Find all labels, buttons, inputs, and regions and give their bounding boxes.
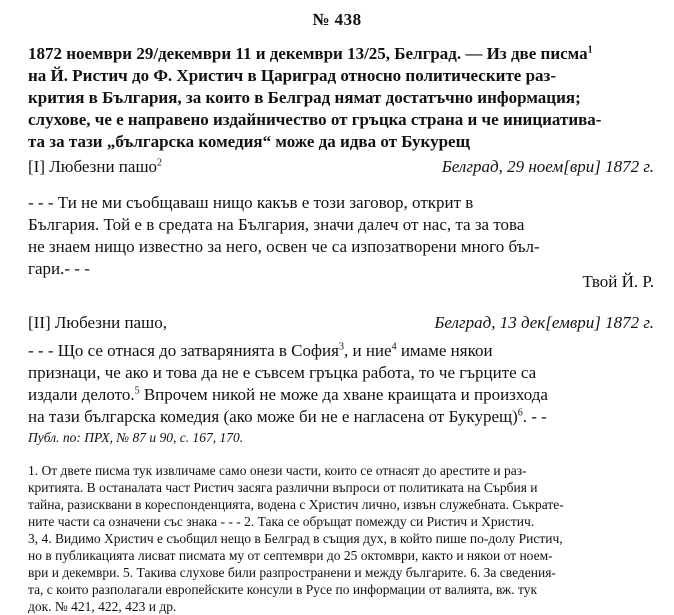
footnote-ref: 4 (391, 341, 397, 353)
letter1-signature: Твой Й. Р. (582, 272, 654, 291)
footnote-line: док. № 421, 422, 423 и др. (28, 599, 177, 614)
heading-line: крития в България, за които в Белград нямат достатъчно информация; (28, 88, 581, 107)
body-line: - - - Що се отнася до затварянията в София$^3$, и ние$^4$ имаме някои (28, 341, 493, 360)
footnote-ref: 3 (338, 341, 344, 353)
body-line: издали делото.$^5$ Впрочем никой не може да хване краищата и произхода (28, 385, 548, 404)
footnote-line: 1. От двете писма тук извличаме само онези части, които се отнасят до арестите и раз- (28, 463, 527, 478)
body-line: България. Той е в средата на България, значи далеч от нас, та за това (28, 215, 525, 234)
document-number: № 438 (312, 10, 362, 29)
body-line: признаци, че ако и това да не е съвсем гръцка работа, то че гърците са (28, 363, 537, 382)
body-line: гари.- - - (28, 259, 90, 278)
heading-line: на Й. Ристич до Ф. Христич в Цариград относно политическите раз- (28, 66, 557, 85)
letter2-salutation: [II] Любезни пашо, (28, 313, 167, 332)
footnote-line: критията. В останалата част Ристич засяга различни въпроси от политиката на Сърбия и (28, 480, 538, 495)
letter1-place-date: Белград, 29 ноем[ври] 1872 г. (441, 157, 654, 176)
footnote-line: ните части са означени със знака - - - 2. Така се обръщат помежду си Ристич и Христич. (28, 514, 535, 529)
footnote-line: но в публикацията лисват писмата му от септември до 25 октомври, както и някои от ноем- (28, 548, 553, 563)
footnote-ref: 5 (134, 385, 140, 397)
letter2-body (28, 340, 654, 428)
body-line: на тази българска комедия (ако може би не е нагласена от Букурещ)$^6$. - - (28, 407, 547, 426)
footnote-ref: 1 (587, 44, 593, 56)
body-line: не знаем нищо известно за него, освен че са изпозатворени много бъл- (28, 237, 540, 256)
letter2-place-date: Белград, 13 дек[ември] 1872 г. (434, 313, 654, 332)
letter1-body (28, 192, 654, 280)
footnote-ref: 2 (157, 157, 163, 169)
letter1-salutation: [I] Любезни пашо$^2$ (28, 157, 163, 176)
footnote-ref: 6 (517, 407, 523, 419)
footnote-line: тайна, разисквани в кореспонденцията, водена с Христич лично, извън служебната. Съкрате- (28, 497, 564, 512)
body-line: - - - Ти не ми съобщаваш нищо какъв е този заговор, открит в (28, 193, 474, 212)
heading-line: слухове, че е направено издайничество от гръцка страна и че инициатива- (28, 110, 602, 129)
footnote-line: ври и декември. 5. Такива слухове били разпространени и между българите. 6. За сведения- (28, 565, 556, 580)
footnotes (28, 462, 654, 615)
footnote-line: та, с които разполагали европейските консули в Русе по информации от валията, вж. тук (28, 582, 538, 597)
document-heading (28, 43, 654, 153)
heading-line: та за тази „българска комедия“ може да идва от Букурещ (28, 132, 470, 151)
publication-source: Публ. по: ПРХ, № 87 и 90, с. 167, 170. (28, 430, 244, 445)
footnote-line: 3, 4. Видимо Христич е съобщил нещо в Белград в същия дух, в който пише по-долу Ристич, (28, 531, 563, 546)
heading-line: 1872 ноември 29/декември 11 и декември 13/25, Белград. — Из две писма$^1$ (28, 44, 593, 63)
